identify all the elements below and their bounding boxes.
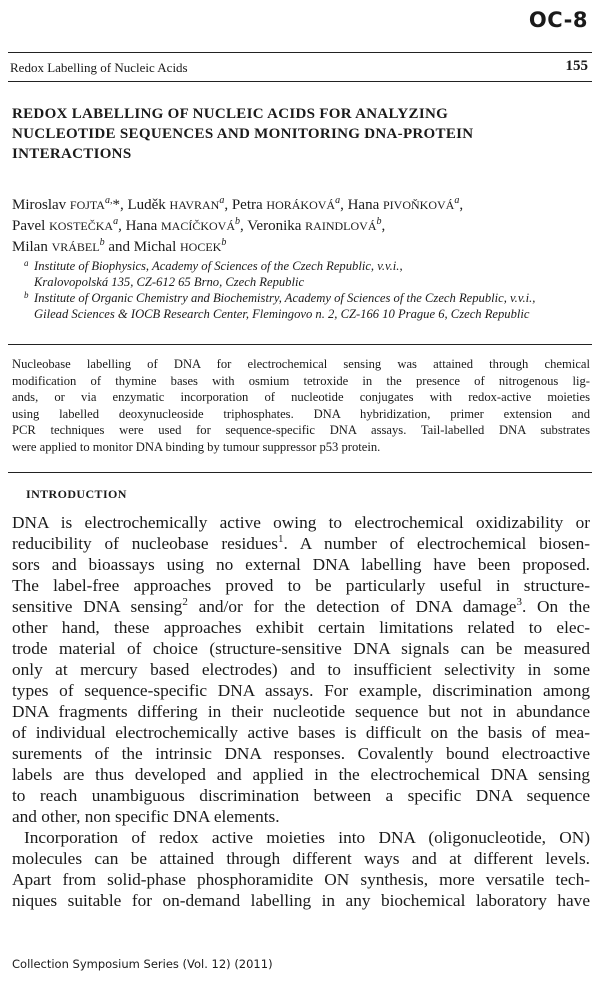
body-text	[12, 512, 590, 911]
body-line: The label-free approaches proved to be particularly useful in structure-	[12, 576, 590, 595]
abstract-line: Nucleobase labelling of DNA for electrochemical sensing was attained through chemical	[12, 357, 590, 371]
author: Hana PIVOŇKOVÁ$^a$,	[347, 195, 464, 213]
footer-citation: Collection Symposium Series (Vol. 12) (2011)	[12, 957, 273, 971]
abstract-line: using labelled deoxynucleoside triphosphates. DNA hybridization, primer extension and	[12, 406, 590, 421]
body-line: and other, non specific DNA elements.	[12, 807, 280, 826]
body-line: only at mercury based electrodes) and to insufficient selectivity in some	[12, 660, 590, 679]
author: Miroslav $FOJTA^{a,}*$,	[12, 195, 128, 213]
body-line: surements of the intrinsic DNA responses. Covalently bound electroactive	[12, 744, 590, 763]
body-line: other hand, these approaches exhibit certain limitations related to elec-	[12, 618, 590, 637]
abstract-line: ands, or via enzymatic incorporation of nucleotide conjugates with redox-active moieties	[12, 390, 590, 404]
title-line: INTERACTIONS	[12, 146, 132, 162]
author: Milan VRÁBEL$^b$ and	[12, 237, 134, 255]
header-rule-top	[8, 52, 592, 53]
affiliation-mark: b	[24, 290, 29, 300]
abstract	[12, 356, 590, 455]
affiliation: a Institute of Biophysics, Academy of Sciences of the Czech Republic, v.v.i., Kralovopolská 135, CZ-612 65 Brno, Czech Republic	[24, 258, 594, 290]
body-line: to reach unambiguous discrimination between a specific DNA sequence	[12, 786, 590, 805]
body-line: trode material of choice (structure-sensitive DNA signals can be measured	[12, 639, 590, 658]
section-heading: INTRODUCTION	[26, 487, 127, 501]
running-title: Redox Labelling of Nucleic Acids	[10, 60, 188, 75]
body-line: molecules can be attained through different ways and at different levels.	[12, 849, 590, 868]
affiliation: b Institute of Organic Chemistry and Biochemistry, Academy of Sciences of the Czech Republic, v.v.i., Gilead Sciences & IOCB Research Center, Flemingovo n. 2, CZ-166 10 Prague 6, Czech Republic	[24, 290, 594, 322]
body-line: sors and bioassays using no external DNA labelling have been proposed.	[12, 555, 590, 574]
body-line: reducibility of nucleobase residues$^1$. A number of electrochemical biosen-	[12, 533, 590, 553]
paper-title	[12, 104, 572, 164]
body-line: niques suitable for on-demand labelling in any biochemical laboratory have	[12, 891, 590, 910]
title-line: NUCLEOTIDE SEQUENCES AND MONITORING DNA-PROTEIN	[12, 126, 474, 142]
author: Michal HOCEK$^b$	[133, 237, 227, 255]
section-code: OC-8	[528, 8, 588, 32]
abstract-line: modification of thymine bases with osmium tetroxide in the presence of nitrogenous lig-	[12, 373, 590, 388]
author: Pavel KOSTEČKA$^a$,	[12, 216, 126, 234]
body-line: Apart from solid-phase phosphoramidite ON synthesis, more versatile tech-	[12, 870, 590, 889]
abstract-line: were applied to monitor DNA binding by tumour suppressor p53 protein.	[12, 439, 381, 454]
author: Veronika RAINDLOVÁ$^b$,	[247, 216, 386, 234]
citation-ref: 2	[182, 596, 188, 609]
affiliation-mark: a	[24, 258, 29, 268]
body-line: types of sequence-specific DNA assays. For example, discrimination among	[12, 681, 590, 700]
title-line: REDOX LABELLING OF NUCLEIC ACIDS FOR ANALYZING	[12, 106, 449, 122]
body-line: DNA is electrochemically active owing to electrochemical oxidizability or	[12, 513, 590, 532]
body-line: sensitive DNA sensing$^2$ and/or for the detection of DNA damage$^3$. On the	[12, 596, 590, 616]
author: Hana MACÍČKOVÁ$^b$,	[125, 216, 248, 234]
citation-ref: 1	[277, 533, 284, 546]
author: Luděk HAVRAN$^a$,	[127, 195, 232, 213]
body-line: DNA fragments differing in their nucleotide sequence but not in abundance	[12, 702, 590, 721]
section-divider	[8, 472, 592, 473]
body-line: of individual electrochemically active bases is difficult on the basis of mea-	[12, 723, 590, 742]
citation-ref: 3	[516, 596, 522, 609]
author-list	[12, 195, 592, 258]
section-divider	[8, 344, 592, 345]
affiliations	[24, 258, 594, 322]
body-line: labels are thus developed and applied in the electrochemical DNA sensing	[12, 765, 590, 784]
author: Petra HORÁKOVÁ$^a$,	[231, 195, 348, 213]
body-line: Incorporation of redox active moieties into DNA (oligonucleotide, ON)	[24, 828, 590, 847]
abstract-line: PCR techniques were used for sequence-specific DNA assays. Tail-labelled DNA substrates	[12, 423, 590, 437]
page-number: 155	[565, 58, 588, 74]
header-rule-bottom	[8, 81, 592, 82]
